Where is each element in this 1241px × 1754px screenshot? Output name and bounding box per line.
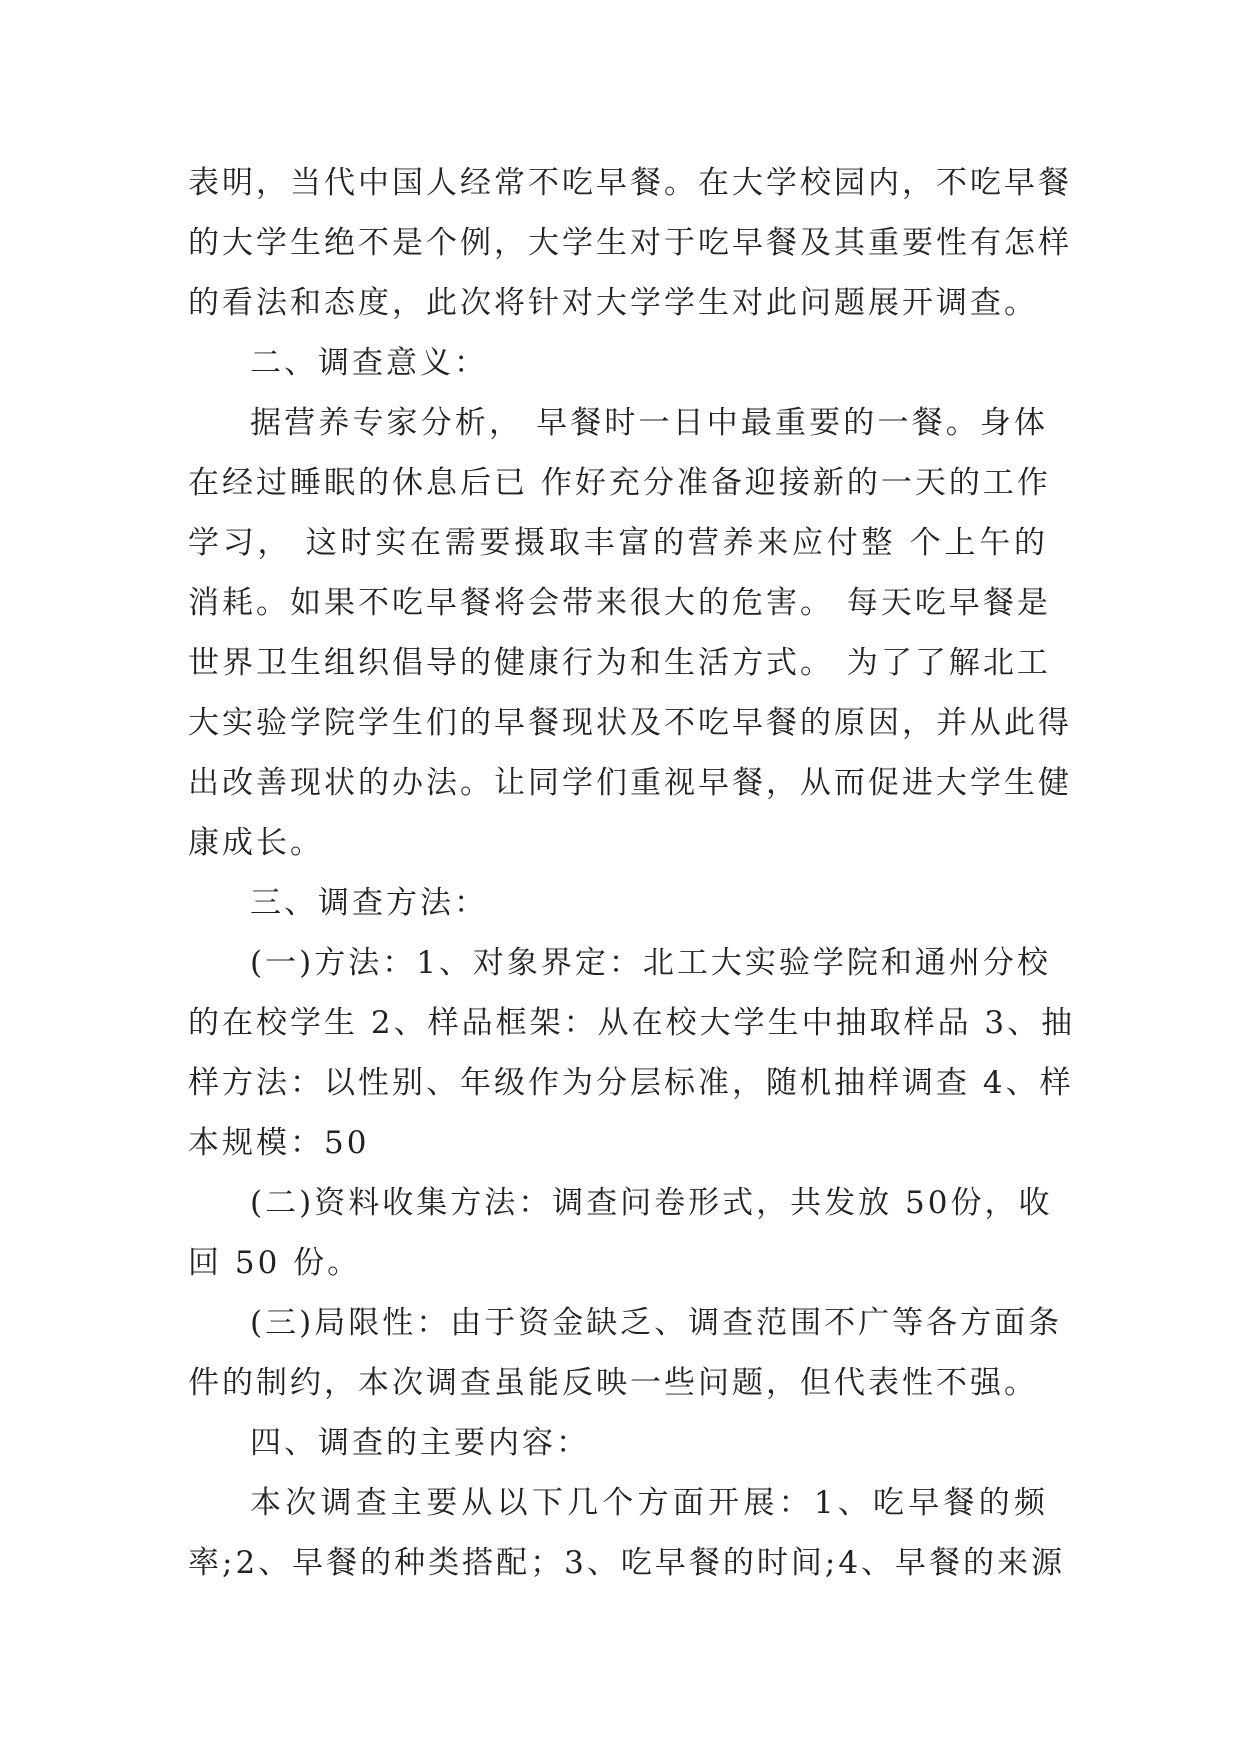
section-heading: 四、调查的主要内容： <box>250 1425 590 1461</box>
body-text-line: 的大学生绝不是个例，大学生对于吃早餐及其重要性有怎样 <box>188 225 1072 261</box>
body-text-line: 康成长。 <box>188 825 324 861</box>
body-text-line: 据营养专家分析， 早餐时一日中最重要的一餐。身体 <box>250 405 1048 441</box>
document-page <box>188 153 1076 1593</box>
body-text-line: (二)资料收集方法：调查问卷形式，共发放 50份，收 <box>250 1185 1053 1221</box>
body-text-line: 回 50 份。 <box>188 1245 362 1281</box>
body-text-line: 样方法：以性别、年级作为分层标准，随机抽样调查 4、样 <box>188 1065 1074 1101</box>
body-text-line: 的看法和态度，此次将针对大学学生对此问题展开调查。 <box>188 285 1038 321</box>
body-text-line: 的在校学生 2、样品框架：从在校大学生中抽取样品 3、抽 <box>188 1005 1076 1041</box>
body-text-line: 世界卫生组织倡导的健康行为和生活方式。 为了了解北工 <box>188 645 1051 681</box>
body-text-line: 本次调查主要从以下几个方面开展：1、吃早餐的频 <box>250 1485 1048 1521</box>
body-text-line: 在经过睡眠的休息后已 作好充分准备迎接新的一天的工作 <box>188 465 1051 501</box>
body-text-line: (一)方法：1、对象界定：北工大实验学院和通州分校 <box>250 945 1051 981</box>
body-text-line: 大实验学院学生们的早餐现状及不吃早餐的原因，并从此得 <box>188 705 1072 741</box>
body-text-line: 出改善现状的办法。让同学们重视早餐，从而促进大学生健 <box>188 765 1072 801</box>
body-text-line: (三)局限性：由于资金缺乏、调查范围不广等各方面条 <box>250 1305 1063 1341</box>
body-text-line: 消耗。如果不吃早餐将会带来很大的危害。 每天吃早餐是 <box>188 585 1051 621</box>
body-text-line: 件的制约，本次调查虽能反映一些问题，但代表性不强。 <box>188 1365 1038 1401</box>
section-heading: 三、调查方法： <box>250 885 488 921</box>
body-text-line: 本规模：50 <box>188 1125 370 1161</box>
body-text-line: 表明，当代中国人经常不吃早餐。在大学校园内，不吃早餐 <box>188 165 1072 201</box>
body-text-line: 率;2、早餐的种类搭配；3、吃早餐的时间;4、早餐的来源 <box>188 1545 1066 1581</box>
section-heading: 二、调查意义： <box>250 345 488 381</box>
body-text-line: 学习， 这时实在需要摄取丰富的营养来应付整 个上午的 <box>188 525 1048 561</box>
